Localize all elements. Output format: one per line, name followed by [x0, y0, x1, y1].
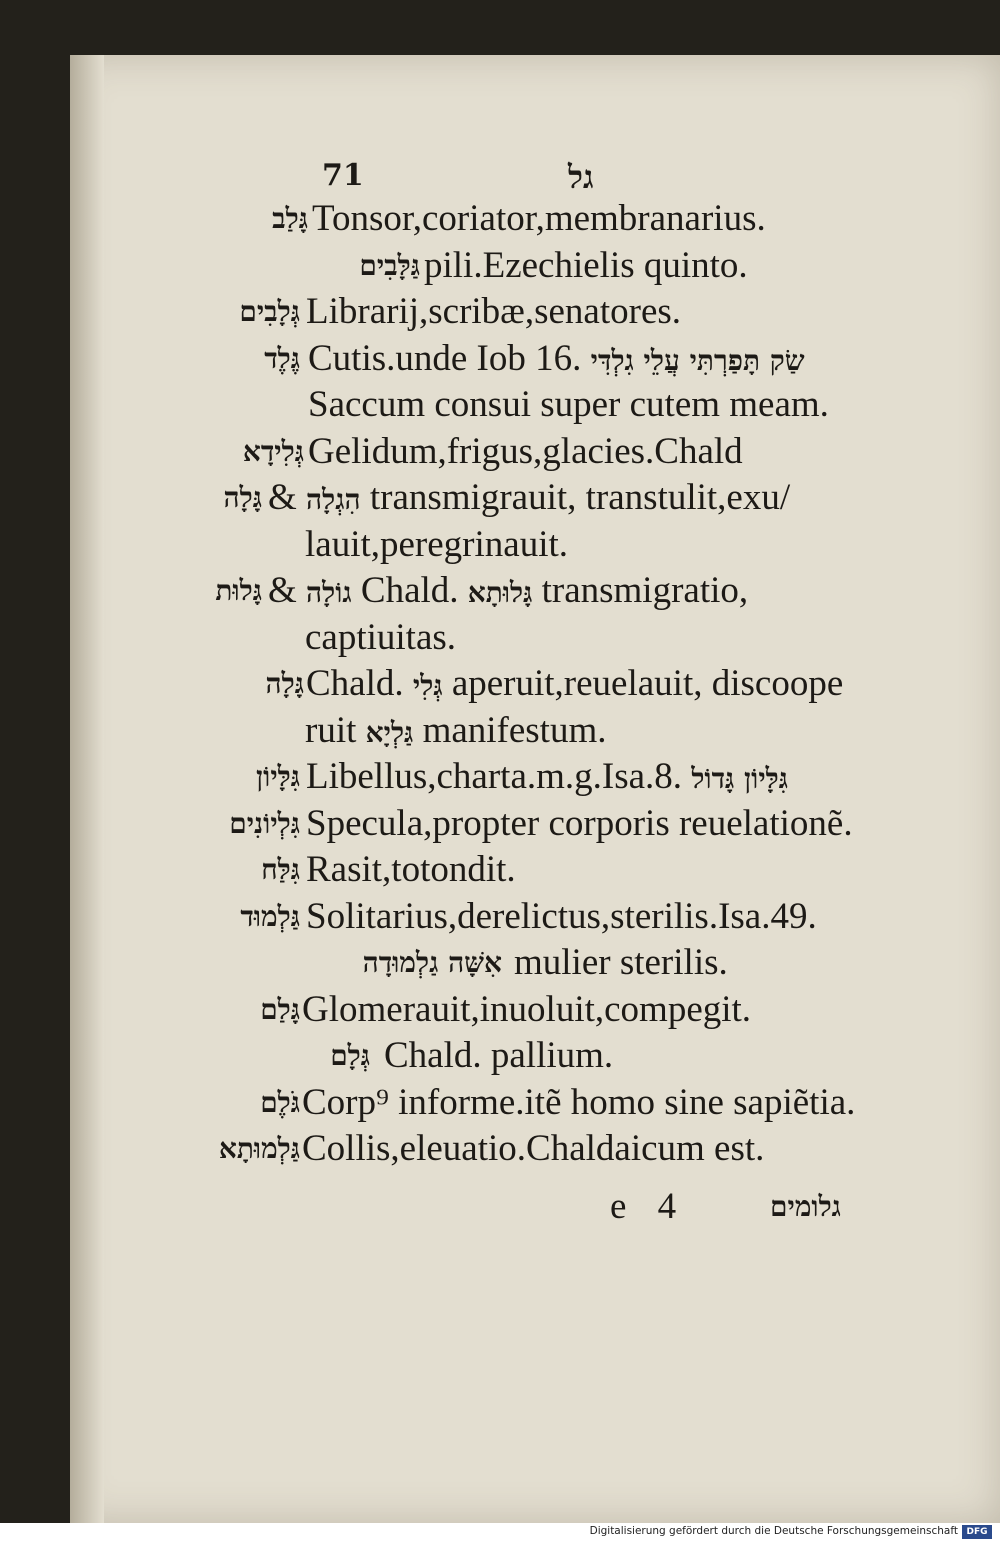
hebrew-headword: גֶּלֶד [264, 341, 300, 375]
hebrew-headword: גְּלִידָא [242, 434, 304, 468]
entry-line [0, 568, 1000, 615]
hebrew-headword: גִּלַּח [261, 853, 300, 886]
entry-line [0, 1126, 1000, 1173]
definition-text: manifestum. [413, 709, 607, 751]
entry-line [0, 429, 1000, 476]
definition-text: Cutis.unde Iob 16. [308, 337, 582, 379]
hebrew-quotation: שַׂק תָּפַרְתִּי עֲלֵי גִלְדִּי [590, 343, 805, 377]
entry-definition: Saccum consui super cutem meam. [308, 384, 829, 425]
hebrew-headword: גָּלוּת [215, 574, 262, 607]
hebrew-variant: גָּלוּתָא [467, 576, 533, 609]
entry-line [0, 894, 1000, 941]
entry-definition: mulier sterilis. [514, 942, 728, 983]
entry-line [0, 801, 1000, 848]
entry-line [0, 987, 1000, 1034]
entry-line [0, 708, 1000, 755]
definition-text: transmigratio, [532, 570, 749, 611]
hebrew-subword: גְּלָם [330, 1039, 370, 1072]
hebrew-subword: גַּלָּבִים [359, 248, 420, 282]
credit-text: Digitalisierung gefördert durch die Deutsche Forschungsgemeinschaft [589, 1525, 958, 1537]
definition-text: & [268, 570, 307, 611]
entry-definition: Rasit,totondit. [306, 849, 516, 890]
definition-text: Chald. [351, 570, 468, 611]
hebrew-variant: גַּלְיָא [365, 715, 414, 749]
hebrew-variant: הִגְלָה [306, 483, 361, 516]
entry-line [0, 243, 1000, 290]
hebrew-variant: גוֹלָה [306, 576, 352, 609]
entry-definition: Solitarius,derelictus,sterilis.Isa.49. [306, 895, 817, 937]
entry-definition [308, 336, 805, 385]
entry-definition: Gelidum,frigus,glacies.Chald [308, 430, 743, 472]
hebrew-headword: גָּלַב [272, 202, 308, 235]
catchword: גלומים [770, 1190, 841, 1223]
entry-definition [306, 661, 843, 710]
digitization-credit-bar [0, 1523, 1000, 1542]
entry-definition: Chald. pallium. [384, 1035, 614, 1076]
entry-definition: Specula,propter corporis reuelationẽ. [306, 802, 853, 844]
entry-line [0, 754, 1000, 801]
entry-definition [268, 475, 790, 524]
hebrew-headword: גַּלְמוּתָא [218, 1132, 300, 1165]
hebrew-headword: גִּלְיוֹנִים [229, 806, 300, 840]
entry-line [0, 522, 1000, 569]
hebrew-headword: גִּלָּיוֹן [256, 760, 300, 793]
entry-line [0, 661, 1000, 708]
definition-text: aperuit,reuelauit, discoope [442, 663, 844, 704]
entry-line [0, 475, 1000, 522]
entry-definition: Librarij,scribæ,senatores. [306, 291, 682, 332]
definition-text: & [268, 477, 307, 518]
hebrew-quotation: גִּלָּיוֹן גָּדוֹל [691, 762, 789, 795]
entry-definition: captiuitas. [305, 616, 457, 658]
definition-text: Libellus,charta.m.g.Isa.8. [306, 756, 692, 797]
folio-number: 71 [322, 158, 364, 193]
definition-text: transmigrauit, transtulit,exu/ [360, 477, 791, 518]
hebrew-headword: גַּלְמוּד [240, 899, 300, 933]
entry-definition: Glomerauit,inuoluit,compegit. [302, 988, 752, 1030]
entry-definition: pili.Ezechielis quinto. [424, 244, 748, 286]
entry-line [0, 940, 1000, 987]
hebrew-headword: גְּלָבִים [239, 295, 300, 328]
entry-line [0, 615, 1000, 662]
entry-line [0, 1080, 1000, 1127]
entry-definition: Corp⁹ informe.itẽ homo sine sapiẽtia. [302, 1081, 856, 1123]
entry-definition [306, 754, 788, 803]
entry-line [0, 382, 1000, 429]
entry-definition: Tonsor,coriator,membranarius. [312, 198, 766, 239]
page-header [0, 158, 1000, 198]
entry-definition: Collis,eleuatio.Chaldaicum est. [302, 1128, 765, 1169]
entry-line [0, 847, 1000, 894]
dfg-logo: DFG [962, 1525, 992, 1539]
entry-line [0, 336, 1000, 383]
entry-line [0, 196, 1000, 243]
hebrew-headword: גֹּלֶם [260, 1085, 300, 1119]
running-head: גל [568, 158, 594, 196]
entry-definition: lauit,peregrinauit. [305, 523, 569, 565]
hebrew-headword: גָּלָה [223, 481, 262, 514]
signature-mark: e 4 [610, 1186, 677, 1227]
definition-text: Chald. [306, 663, 413, 704]
definition-text: ruit [305, 709, 366, 751]
hebrew-variant: גְּלִי [412, 669, 443, 702]
entry-line [0, 1033, 1000, 1080]
hebrew-headword: גָּלָה [265, 667, 304, 700]
dictionary-entries [0, 196, 1000, 1173]
entry-definition [305, 708, 607, 757]
entry-line [0, 289, 1000, 336]
page-footer [0, 1184, 1000, 1230]
hebrew-headword: גָּלַם [260, 992, 300, 1026]
hebrew-subword: אִשָּׁה גַלְמוּדָה [362, 946, 502, 979]
entry-definition [268, 568, 748, 617]
